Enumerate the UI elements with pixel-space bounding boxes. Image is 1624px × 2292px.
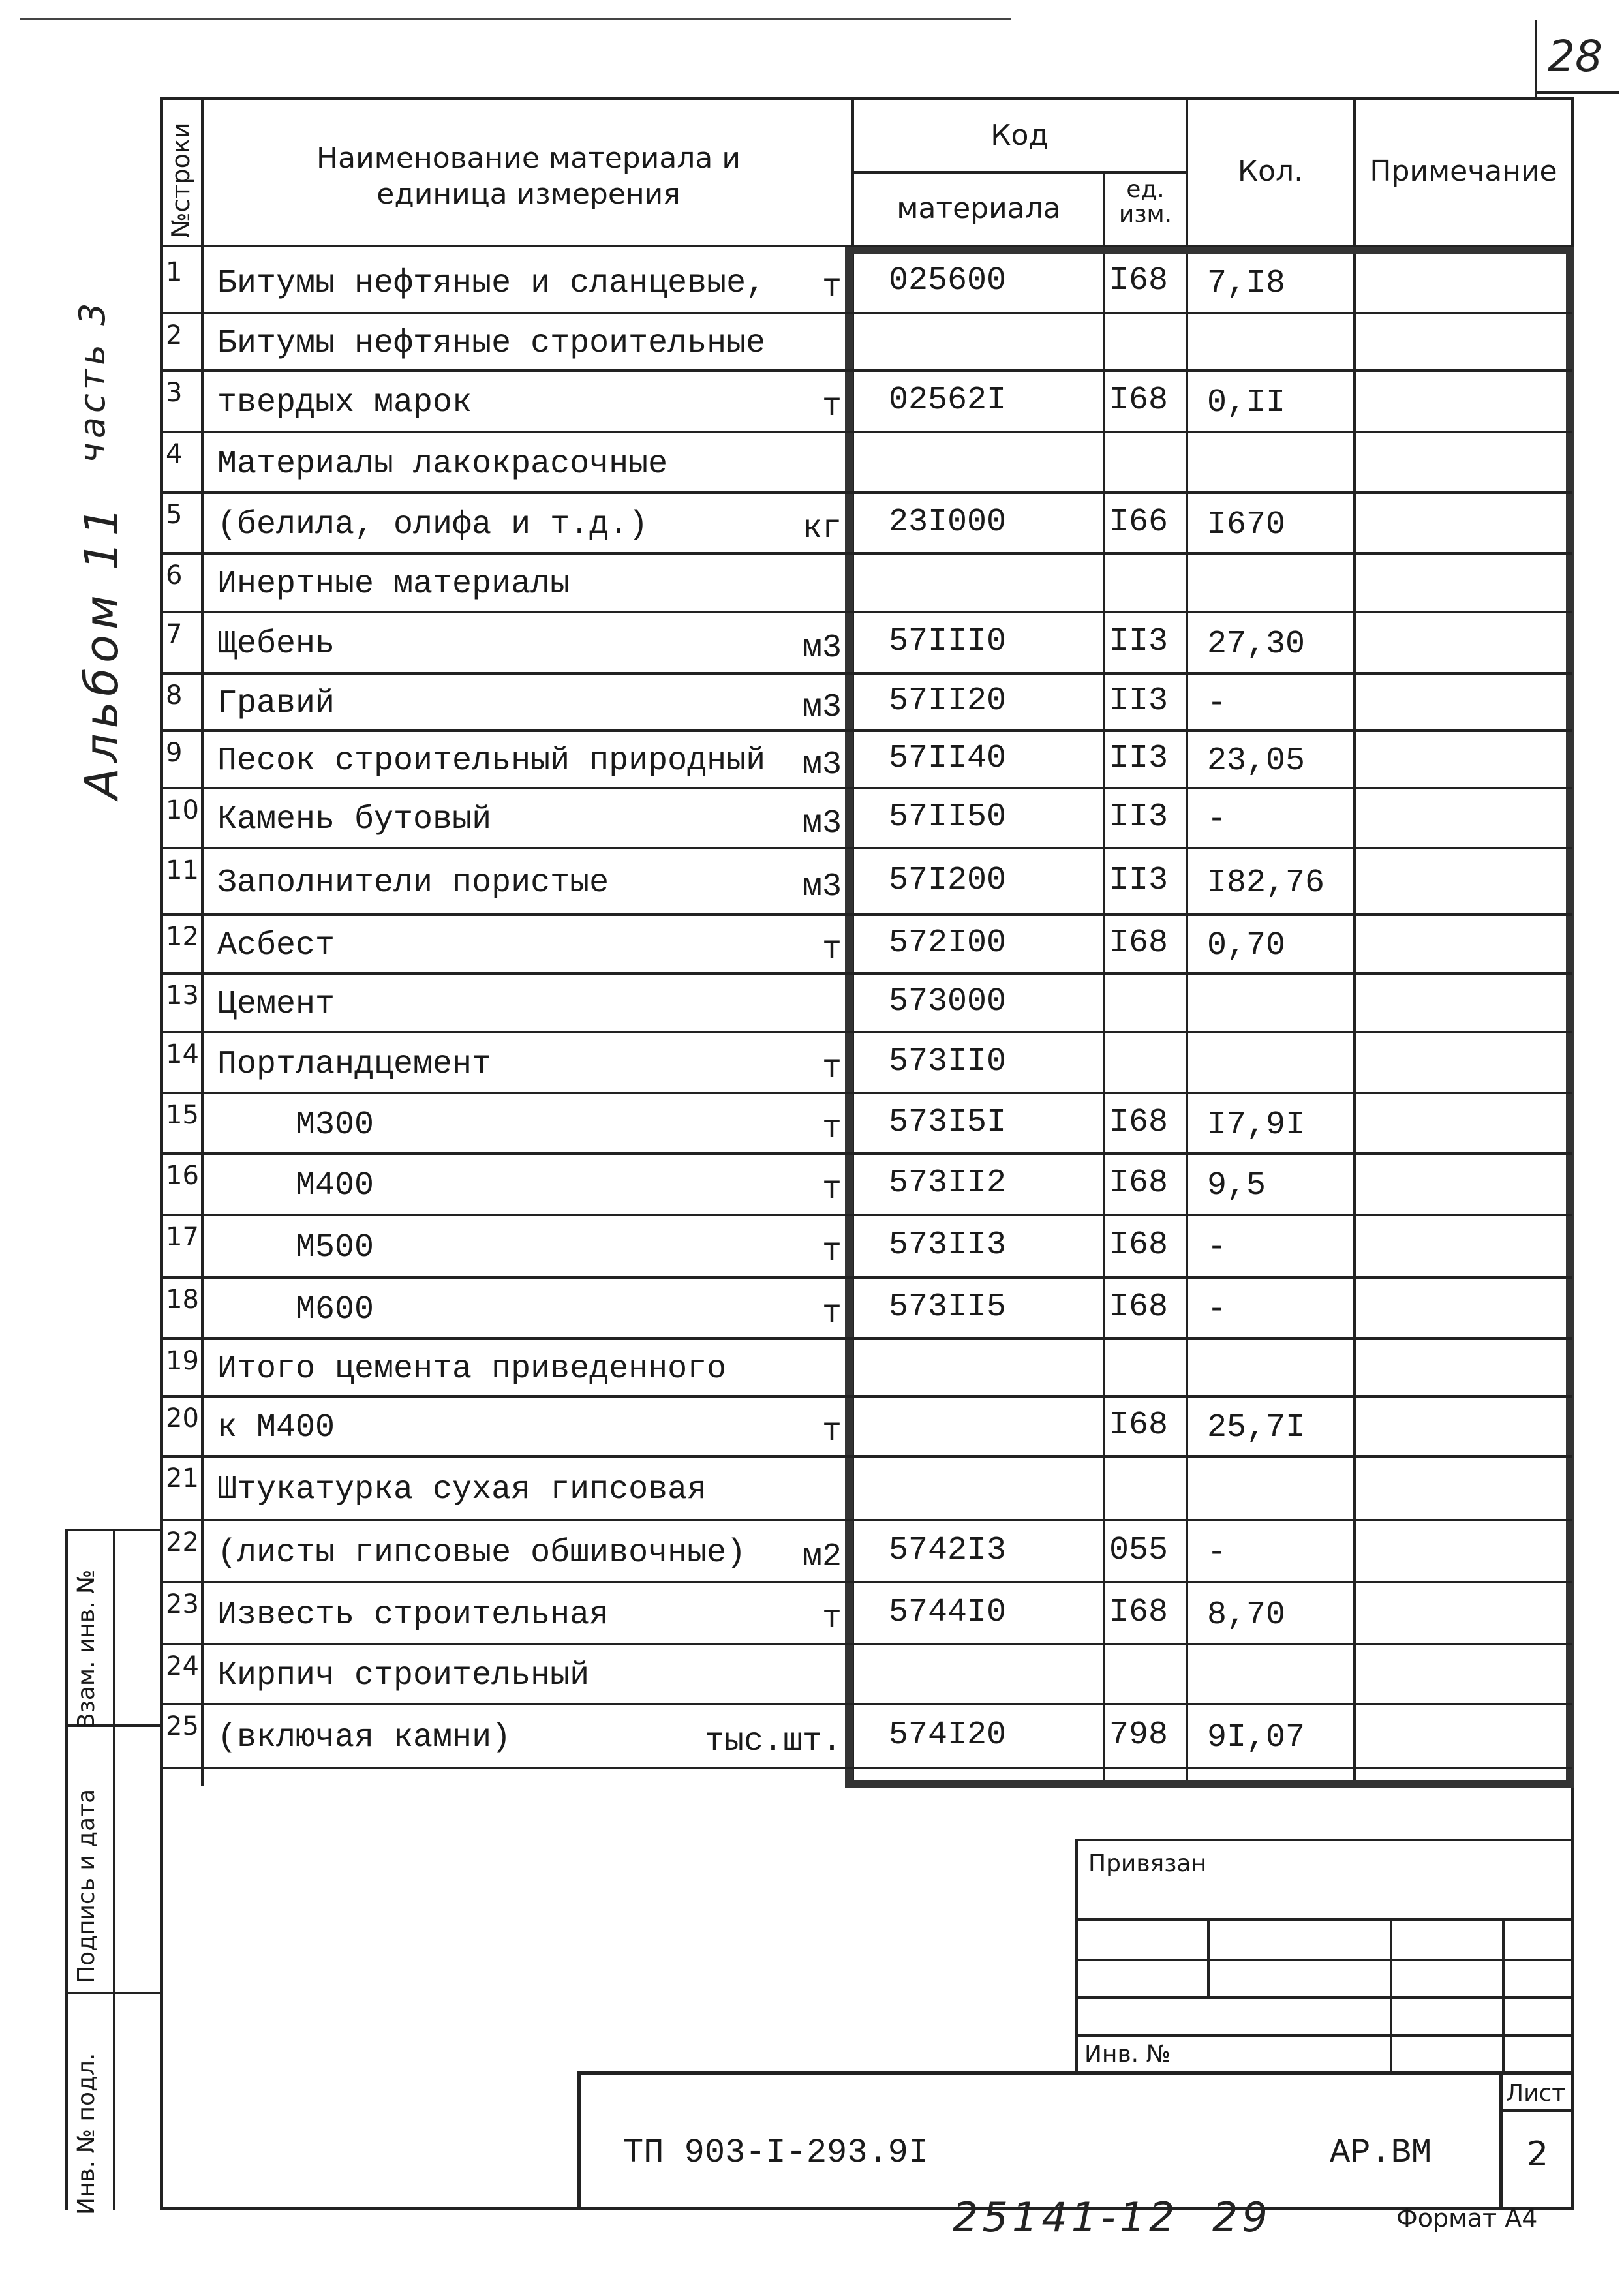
- material-unit: т: [821, 1600, 842, 1638]
- quantity: -: [1207, 685, 1227, 722]
- material-name: (белила, олифа и т.д.): [217, 506, 649, 543]
- sheet-label: Лист: [1506, 2080, 1566, 2107]
- material-name: Портландцемент: [217, 1045, 492, 1083]
- section-code: АР.ВМ: [1330, 2133, 1432, 2172]
- material-unit: м3: [802, 689, 842, 726]
- row-divider: [160, 1519, 1572, 1521]
- material-name: (включая камни): [217, 1719, 512, 1756]
- material-name: Битумы нефтяные и сланцевые,: [217, 264, 766, 302]
- row-number: 11: [166, 855, 199, 885]
- material-name: М300: [217, 1106, 375, 1144]
- material-unit: т: [821, 1171, 842, 1208]
- material-code: 574I20: [889, 1717, 1007, 1754]
- row-divider: [160, 369, 1572, 372]
- material-code: 57II20: [889, 682, 1007, 720]
- row-divider: [160, 787, 1572, 789]
- unit-code: I68: [1109, 1227, 1169, 1264]
- stamp-privyazan: Привязан: [1088, 1850, 1206, 1877]
- unit-code: II3: [1109, 799, 1169, 836]
- row-number: 23: [166, 1589, 199, 1619]
- col-unit-line: [1186, 97, 1188, 1786]
- material-name: Итого цемента приведенного: [217, 1351, 727, 1388]
- stamp-line-1: [1075, 1918, 1572, 1921]
- material-code: 025600: [889, 262, 1007, 299]
- code-sub-line: [851, 171, 1187, 174]
- stamp-line-4: [1075, 2034, 1572, 2037]
- row-number: 5: [166, 500, 183, 530]
- header-note: Примечание: [1370, 155, 1557, 188]
- header-name: Наименование материала и единица измерения: [316, 142, 741, 211]
- row-divider: [160, 1395, 1572, 1398]
- unit-code: II3: [1109, 623, 1169, 660]
- unit-code: 798: [1109, 1717, 1169, 1754]
- row-number: 15: [166, 1100, 199, 1130]
- material-unit: тыс.шт.: [704, 1723, 842, 1760]
- stamp-line-3: [1075, 1996, 1572, 1999]
- material-name: Материалы лакокрасочные: [217, 445, 668, 483]
- row-divider: [160, 1643, 1572, 1645]
- material-unit: м3: [802, 805, 842, 842]
- quantity: 9I,07: [1207, 1719, 1306, 1756]
- unit-code: 055: [1109, 1531, 1169, 1569]
- quantity: 25,7I: [1207, 1409, 1306, 1446]
- row-divider: [160, 491, 1572, 494]
- sheet-label-line: [1499, 2109, 1572, 2112]
- material-name: Штукатурка сухая гипсовая: [217, 1471, 707, 1508]
- material-code: 57II40: [889, 740, 1007, 777]
- row-number: 2: [166, 320, 183, 350]
- quantity: 23,05: [1207, 742, 1306, 780]
- material-code: 5744I0: [889, 1593, 1007, 1631]
- unit-code: II3: [1109, 862, 1169, 899]
- col-rowno-line: [201, 97, 204, 1786]
- unit-code: I68: [1109, 1289, 1169, 1326]
- row-divider: [160, 1581, 1572, 1583]
- row-divider: [160, 1214, 1572, 1216]
- title-strip-left: [577, 2071, 581, 2208]
- unit-code: I68: [1109, 382, 1169, 419]
- material-name: Инертные материалы: [217, 566, 570, 603]
- material-unit: т: [821, 1110, 842, 1148]
- row-divider: [160, 972, 1572, 975]
- quantity: 27,30: [1207, 626, 1306, 663]
- stamp-top: [1075, 1839, 1572, 1841]
- quantity: -: [1207, 1229, 1227, 1266]
- row-number: 4: [166, 439, 183, 469]
- unit-code: I68: [1109, 1165, 1169, 1202]
- material-name: (листы гипсовые обшивочные): [217, 1534, 746, 1572]
- header-material: материала: [896, 192, 1061, 225]
- unit-code: I68: [1109, 1593, 1169, 1631]
- unit-code: I68: [1109, 1103, 1169, 1141]
- material-code: 573I5I: [889, 1103, 1007, 1141]
- row-divider: [160, 1703, 1572, 1705]
- quantity: -: [1207, 1534, 1227, 1572]
- part-note: часть 3: [72, 299, 113, 463]
- material-unit: т: [821, 388, 842, 425]
- material-name: Битумы нефтяные строительные: [217, 325, 766, 362]
- quantity: I670: [1207, 506, 1286, 543]
- header-code: Код: [990, 119, 1049, 152]
- material-name: Кирпич строительный: [217, 1657, 590, 1694]
- format-label: Формат А4: [1396, 2204, 1538, 2233]
- margin-podpis: Подпись и дата: [73, 1788, 100, 1983]
- row-number: 10: [166, 795, 199, 825]
- row-divider: [160, 1767, 1572, 1769]
- material-unit: м3: [802, 630, 842, 667]
- row-divider: [160, 611, 1572, 613]
- row-divider: [160, 312, 1572, 314]
- stamp-inv-no: Инв. №: [1084, 2041, 1171, 2068]
- margin-outer-line: [65, 1529, 68, 2210]
- row-number: 16: [166, 1161, 199, 1191]
- material-name: Щебень: [217, 626, 335, 663]
- row-number: 9: [166, 738, 183, 768]
- margin-inv-podl: Инв. № подл.: [73, 2053, 100, 2215]
- material-unit: м3: [802, 868, 842, 906]
- row-divider: [160, 552, 1572, 555]
- row-divider: [160, 672, 1572, 675]
- material-unit: т: [821, 1295, 842, 1332]
- sheet-number: 2: [1527, 2135, 1549, 2174]
- margin-inner-line: [113, 1529, 115, 2210]
- material-name: М400: [217, 1167, 375, 1204]
- page-number: 28: [1548, 31, 1602, 82]
- stamp-col-1: [1207, 1918, 1210, 1996]
- row-divider: [160, 1092, 1572, 1094]
- material-unit: т: [821, 268, 842, 306]
- row-number: 8: [166, 680, 183, 711]
- row-divider: [160, 729, 1572, 732]
- material-unit: т: [821, 1049, 842, 1087]
- row-divider: [160, 913, 1572, 916]
- material-unit: т: [821, 1413, 842, 1450]
- row-divider: [160, 1276, 1572, 1279]
- row-divider: [160, 1455, 1572, 1458]
- margin-vzam: Взам. инв. №: [73, 1569, 100, 1729]
- material-code: 57III0: [889, 623, 1007, 660]
- row-number: 14: [166, 1039, 199, 1069]
- thick-top: [848, 247, 1574, 254]
- row-number: 20: [166, 1403, 199, 1433]
- row-number: 12: [166, 922, 199, 952]
- material-code: 57II50: [889, 799, 1007, 836]
- row-number: 25: [166, 1711, 199, 1741]
- stamp-col-2: [1390, 1918, 1392, 2073]
- quantity: I7,9I: [1207, 1106, 1306, 1144]
- quantity: I82,76: [1207, 864, 1325, 902]
- page-number-divider: [1535, 20, 1537, 98]
- thick-bottom: [845, 1780, 1574, 1788]
- material-name: Песок строительный природный: [217, 742, 766, 780]
- stamp-col-3: [1502, 1918, 1505, 2073]
- thick-left: [845, 247, 853, 1786]
- frame-top: [160, 97, 1572, 100]
- material-name: Гравий: [217, 685, 335, 722]
- row-divider: [160, 1337, 1572, 1340]
- material-name: Известь строительная: [217, 1596, 609, 1634]
- unit-code: I68: [1109, 1407, 1169, 1444]
- row-number: 6: [166, 560, 183, 590]
- handwritten-number: 25141-12 29: [953, 2193, 1272, 2241]
- material-code: 573II3: [889, 1227, 1007, 1264]
- material-unit: м2: [802, 1538, 842, 1576]
- row-divider: [160, 1031, 1572, 1033]
- unit-code: II3: [1109, 740, 1169, 777]
- material-code: 23I000: [889, 503, 1007, 541]
- material-unit: т: [821, 1233, 842, 1270]
- material-unit: м3: [802, 746, 842, 784]
- header-unit: ед. изм.: [1118, 176, 1172, 228]
- frame-bottom: [160, 2207, 1574, 2210]
- material-code: 5742I3: [889, 1531, 1007, 1569]
- row-number: 17: [166, 1222, 199, 1252]
- row-number: 22: [166, 1527, 199, 1557]
- row-number: 19: [166, 1346, 199, 1376]
- material-name: твердых марок: [217, 384, 472, 421]
- material-name: к М400: [217, 1409, 335, 1446]
- material-code: 573II2: [889, 1165, 1007, 1202]
- material-name: Камень бутовый: [217, 801, 492, 838]
- quantity: 0,70: [1207, 927, 1286, 964]
- unit-code: II3: [1109, 682, 1169, 720]
- material-code: 02562I: [889, 382, 1007, 419]
- quantity: -: [1207, 801, 1227, 838]
- col-qty-line: [1353, 97, 1356, 1786]
- row-number: 1: [166, 257, 183, 287]
- quantity: 7,I8: [1207, 264, 1286, 302]
- top-edge-line: [20, 18, 1011, 20]
- album-note: Альбом 11: [75, 501, 129, 799]
- unit-code: I68: [1109, 262, 1169, 299]
- material-name: М600: [217, 1291, 375, 1328]
- unit-code: I66: [1109, 503, 1169, 541]
- row-number: 21: [166, 1463, 199, 1493]
- document-code: ТП 903-I-293.9I: [623, 2133, 929, 2172]
- material-name: Цемент: [217, 986, 335, 1023]
- header-row-no: №строки: [166, 122, 195, 238]
- title-strip-top: [577, 2071, 1574, 2075]
- unit-code: I68: [1109, 924, 1169, 962]
- row-number: 3: [166, 378, 183, 408]
- sheet-col-line: [1499, 2071, 1503, 2208]
- material-name: Заполнители пористые: [217, 864, 609, 902]
- quantity: 8,70: [1207, 1596, 1286, 1634]
- stamp-line-2: [1075, 1959, 1572, 1961]
- row-divider: [160, 431, 1572, 433]
- material-code: 573000: [889, 983, 1007, 1020]
- row-number: 7: [166, 619, 183, 649]
- material-unit: т: [821, 931, 842, 968]
- quantity: 9,5: [1207, 1167, 1266, 1204]
- col-code-line: [1103, 173, 1105, 1786]
- row-number: 13: [166, 981, 199, 1011]
- row-divider: [160, 847, 1572, 849]
- quantity: -: [1207, 1291, 1227, 1328]
- page-number-underline: [1535, 91, 1619, 94]
- material-code: 572I00: [889, 924, 1007, 962]
- material-code: 573II5: [889, 1289, 1007, 1326]
- material-name: Асбест: [217, 927, 335, 964]
- material-unit: кг: [802, 510, 842, 547]
- material-name: М500: [217, 1229, 375, 1266]
- row-divider: [160, 1152, 1572, 1155]
- header-qty: Кол.: [1237, 155, 1304, 188]
- material-code: 57I200: [889, 862, 1007, 899]
- thick-right: [1566, 247, 1574, 1786]
- stamp-left: [1075, 1839, 1078, 2073]
- material-code: 573II0: [889, 1043, 1007, 1080]
- row-number: 24: [166, 1651, 199, 1681]
- row-number: 18: [166, 1285, 199, 1315]
- quantity: 0,II: [1207, 384, 1286, 421]
